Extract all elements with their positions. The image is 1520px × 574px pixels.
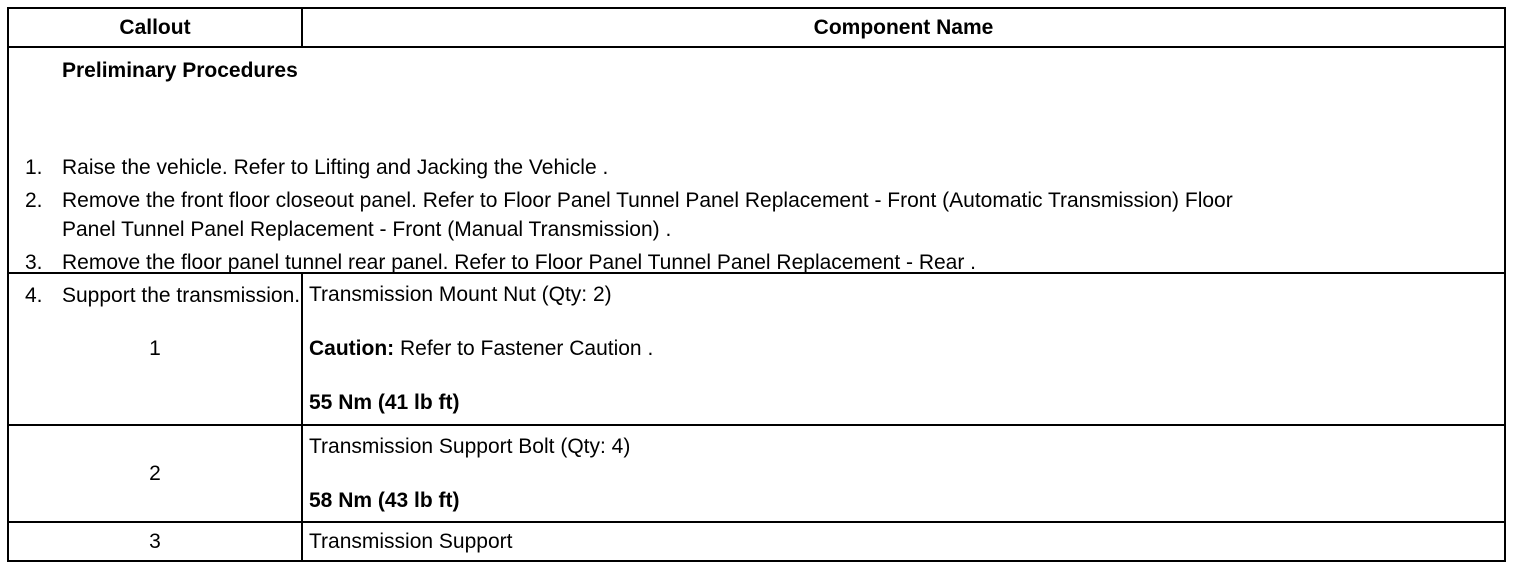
header-callout: Callout — [8, 8, 302, 47]
callout-number: 2 — [8, 425, 302, 522]
step-item — [25, 186, 1485, 244]
step-text: Support the transmission. — [62, 284, 301, 307]
component-cell — [302, 522, 1505, 561]
step-number: 2. — [25, 189, 43, 212]
step-number: 1. — [25, 156, 43, 179]
component-cell — [302, 425, 1505, 522]
procedure-table-container — [7, 7, 1506, 566]
component-name: Transmission Mount Nut (Qty: 2) — [309, 283, 612, 306]
step-number: 3. — [25, 251, 43, 274]
callout-number: 1 — [8, 273, 302, 425]
header-component-name: Component Name — [302, 8, 1505, 47]
step-text: Raise the vehicle. Refer to Lifting and Jacking the Vehicle . — [62, 156, 609, 179]
component-name: Transmission Support Bolt (Qty: 4) — [309, 434, 631, 458]
step-text-line-2: Panel Tunnel Panel Replacement - Front (Manual Transmission) . — [62, 218, 672, 241]
torque-spec: 58 Nm (43 lb ft) — [309, 488, 460, 512]
caution-text: Refer to Fastener Caution . — [394, 337, 654, 360]
step-item — [25, 281, 1485, 310]
step-text-line-1: Remove the front floor closeout panel. Refer to Floor Panel Tunnel Panel Replacement - Front (Automatic Transmission) Floor — [62, 189, 1233, 212]
table-row — [8, 522, 1505, 561]
callout-number: 3 — [8, 522, 302, 561]
step-item — [25, 153, 1485, 182]
preliminary-title: Preliminary Procedures — [62, 59, 298, 82]
caution-note — [309, 337, 1504, 361]
component-name: Transmission Support — [309, 529, 513, 553]
step-number: 4. — [25, 284, 43, 307]
table-row — [8, 425, 1505, 522]
step-item — [25, 248, 1485, 277]
caution-label: Caution: — [309, 337, 395, 360]
table-header-row — [8, 8, 1505, 47]
torque-spec: 55 Nm (41 lb ft) — [309, 391, 460, 414]
component-table — [7, 7, 1506, 562]
preliminary-row — [8, 47, 1505, 273]
step-text: Remove the floor panel tunnel rear panel. Refer to Floor Panel Tunnel Panel Replacement - Rear . — [62, 251, 977, 274]
preliminary-steps-list — [25, 153, 1485, 314]
